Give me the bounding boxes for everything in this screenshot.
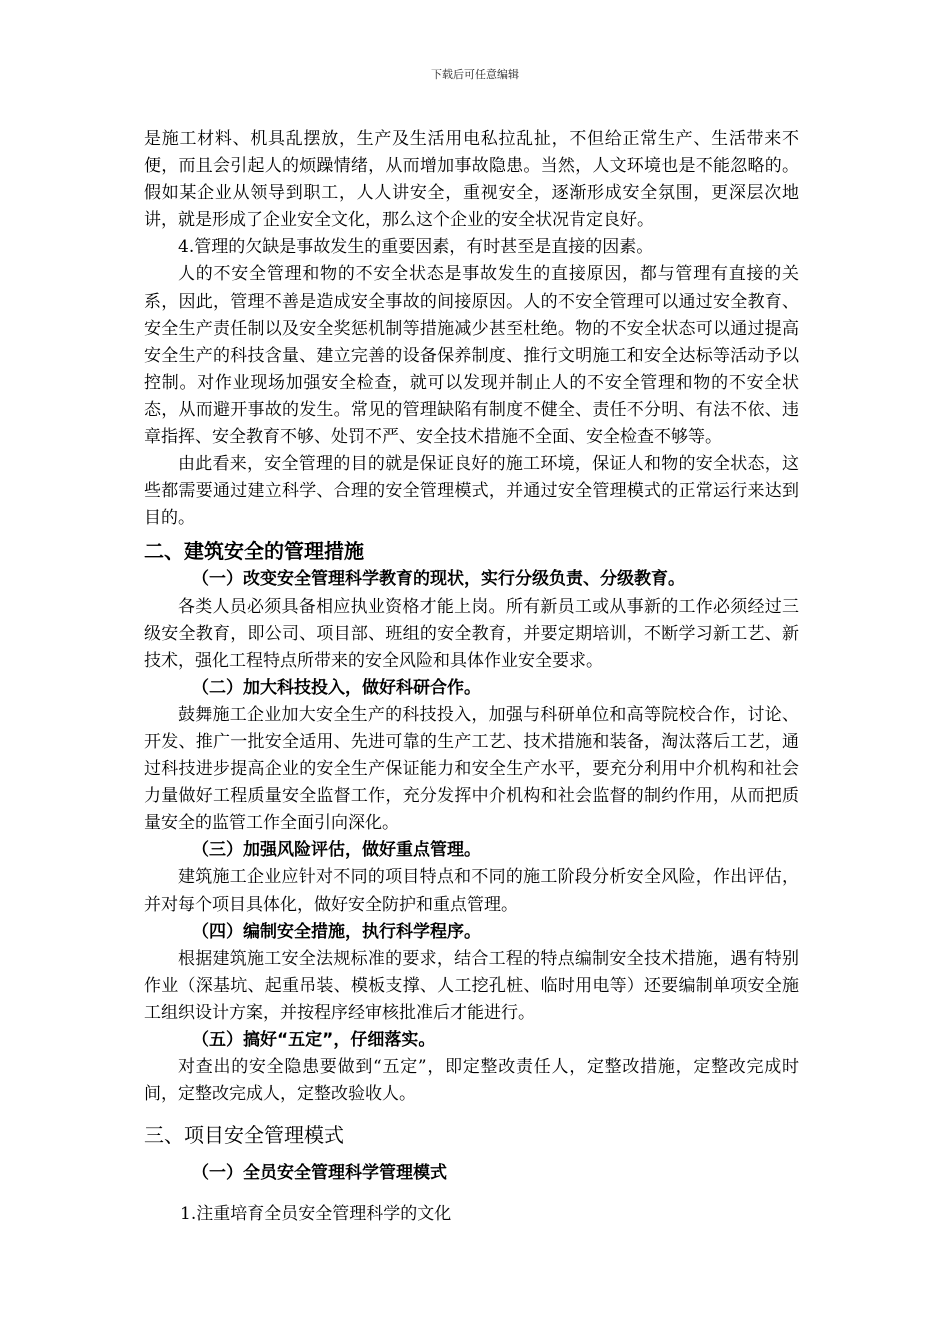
paragraph-management-causes: 人的不安全管理和物的不安全状态是事故发生的直接原因，都与管理有直接的关系，因此，管理不善是造成安全事故的间接原因。人的不安全管理可以通过安全教育、安全生产责任制以及安全奖惩机制等措施减少甚至杜绝。物的不安全状态可以通过提高安全生产的科技含量、建立完善的设备保养制度、推行文明施工和安全达标等活动予以控制。对作业现场加强安全检查，就可以发现并制止人的不安全管理和物的不安全状态，从而避开事故的发生。常见的管理缺陷有制度不健全、责任不分明、有法不依、违章指挥、安全教育不够、处罚不严、安全技术措施不全面、安全检查不够等。	[144, 264, 799, 448]
subsection-body: 根据建筑施工安全法规标准的要求，结合工程的特点编制安全技术措施，遇有特别作业（深基坑、起重吊装、模板支撑、人工挖孔桩、临时用电等）还要编制单项安全施工组织设计方案，并按程序经审核批准后才能进行。	[144, 948, 799, 1023]
paragraph-conclusion: 由此看来，安全管理的目的就是保证良好的施工环境，保证人和物的安全状态，这些都需要通过建立科学、合理的安全管理模式，并通过安全管理模式的正常运行来达到目的。	[144, 454, 799, 529]
paragraph-point-4: 4.管理的欠缺是事故发生的重要因素，有时甚至是直接的因素。	[178, 237, 654, 258]
subsection-body: 鼓舞施工企业加大安全生产的科技投入，加强与科研单位和高等院校合作，讨论、开发、推广一批安全适用、先进可靠的生产工艺、技术措施和装备，淘汰落后工艺，通过科技进步提高企业的安全生产保证能力和安全生产水平，要充分利用中介机构和社会力量做好工程质量安全监督工作，充分发挥中介机构和社会监督的制约作用，从而把质量安全的监管工作全面引向深化。	[144, 704, 799, 834]
subsection-heading: （二）加大科技投入，做好科研合作。	[192, 677, 481, 698]
subsection-body: 建筑施工企业应针对不同的项目特点和不同的施工阶段分析安全风险，作出评估，并对每个项目具体化，做好安全防护和重点管理。	[144, 867, 799, 915]
subsection-heading: （四）编制安全措施，执行科学程序。	[192, 921, 481, 942]
section-3-point-1: 1.注重培育全员安全管理科学的文化	[180, 1204, 452, 1225]
subsection-body: 对查出的安全隐患要做到“五定”，即定整改责任人，定整改措施，定整改完成时间，定整改完成人，定整改验收人。	[144, 1057, 799, 1105]
paragraph-continued: 是施工材料、机具乱摆放，生产及生活用电私拉乱扯，不但给正常生产、生活带来不便，而且会引起人的烦躁情绪，从而增加事故隐患。当然，人文环境也是不能忽略的。假如某企业从领导到职工，人人讲安全，重视安全，逐渐形成安全氛围，更深层次地讲，就是形成了企业安全文化，那么这个企业的安全状况肯定良好。	[144, 129, 799, 231]
section-3-title: 三、项目安全管理模式	[144, 1123, 344, 1148]
document-body	[144, 126, 799, 1228]
page-header: 下载后可任意编辑	[431, 68, 519, 81]
subsection-heading: （一）改变安全管理科学教育的现状，实行分级负责、分级教育。	[192, 569, 685, 590]
subsection-heading: （五）搞好“五定”，仔细落实。	[192, 1030, 436, 1050]
subsection-body: 各类人员必须具备相应执业资格才能上岗。所有新员工或从事新的工作必须经过三级安全教育，即公司、项目部、班组的安全教育，并要定期培训，不断学习新工艺、新技术，强化工程特点所带来的安全风险和具体作业安全要求。	[144, 596, 799, 671]
section-3-subheading: （一）全员安全管理科学管理模式	[192, 1163, 447, 1184]
section-2-title: 二、建筑安全的管理措施	[144, 539, 364, 564]
subsection-heading: （三）加强风险评估，做好重点管理。	[192, 840, 481, 861]
